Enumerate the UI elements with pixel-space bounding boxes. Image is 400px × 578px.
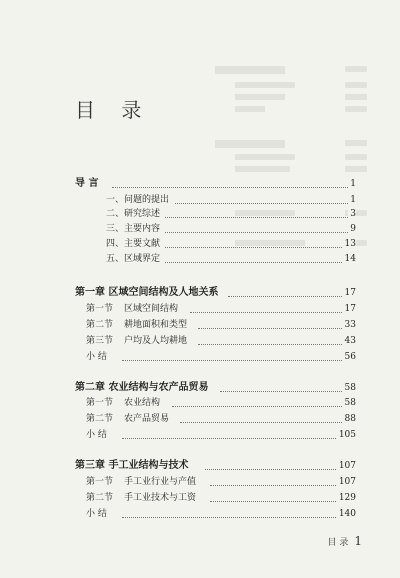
entry-label: 五、区域界定 bbox=[106, 254, 161, 264]
toc-entry-section[interactable] bbox=[0, 412, 400, 426]
section-number: 第三节 bbox=[86, 336, 114, 346]
toc-entry-section[interactable] bbox=[0, 475, 400, 489]
entry-label: 户均及人均耕地 bbox=[124, 336, 188, 346]
summary-label: 小 结 bbox=[86, 352, 107, 362]
toc-entry-summary[interactable] bbox=[0, 350, 400, 364]
summary-label: 小 结 bbox=[86, 509, 107, 519]
entry-page: 33 bbox=[344, 320, 356, 330]
summary-label: 小 结 bbox=[86, 430, 107, 440]
section-number: 第二节 bbox=[86, 414, 114, 424]
entry-page: 129 bbox=[338, 493, 356, 503]
toc-entry[interactable] bbox=[0, 193, 400, 207]
entry-page: 88 bbox=[344, 414, 356, 424]
section-number: 第二节 bbox=[86, 493, 114, 503]
entry-label: 手工业行业与产值 bbox=[124, 477, 197, 487]
toc-entry-section[interactable] bbox=[0, 334, 400, 348]
toc-entry-chapter-2[interactable] bbox=[0, 381, 400, 395]
entry-label: 二、研究综述 bbox=[106, 209, 161, 219]
page-footer bbox=[327, 534, 362, 548]
entry-page: 17 bbox=[344, 304, 356, 314]
entry-label: 农业结构 bbox=[124, 398, 161, 408]
entry-page: 107 bbox=[338, 477, 356, 487]
page-number: 1 bbox=[354, 534, 362, 548]
entry-page: 3 bbox=[350, 209, 356, 219]
section-number: 第二节 bbox=[86, 320, 114, 330]
toc-entry-chapter-1[interactable] bbox=[0, 286, 400, 300]
toc-entry[interactable] bbox=[0, 237, 400, 251]
entry-page: 58 bbox=[344, 383, 356, 393]
entry-page: 1 bbox=[350, 195, 356, 205]
section-number: 第一节 bbox=[86, 477, 114, 487]
entry-page: 9 bbox=[350, 224, 356, 234]
entry-page: 1 bbox=[350, 179, 356, 189]
toc-entry[interactable] bbox=[0, 222, 400, 236]
running-header: 目 录 bbox=[327, 538, 349, 548]
toc-entry-chapter-3[interactable] bbox=[0, 459, 400, 473]
page-title: 目 录 bbox=[75, 98, 152, 122]
section-number: 第一节 bbox=[86, 304, 114, 314]
entry-label: 区域空间结构 bbox=[124, 304, 179, 314]
entry-label: 农产品贸易 bbox=[124, 414, 170, 424]
toc-entry-intro[interactable] bbox=[0, 177, 400, 191]
entry-page: 56 bbox=[344, 352, 356, 362]
entry-page: 13 bbox=[344, 239, 356, 249]
toc-entry-section[interactable] bbox=[0, 491, 400, 505]
entry-label: 四、主要文献 bbox=[106, 239, 161, 249]
entry-label: 耕地面积和类型 bbox=[124, 320, 188, 330]
entry-page: 17 bbox=[344, 288, 356, 298]
toc-entry-section[interactable] bbox=[0, 318, 400, 332]
entry-page: 140 bbox=[338, 509, 356, 519]
entry-page: 43 bbox=[344, 336, 356, 346]
entry-page: 58 bbox=[344, 398, 356, 408]
toc-entry[interactable] bbox=[0, 252, 400, 266]
entry-label: 第二章 农业结构与农产品贸易 bbox=[75, 382, 209, 393]
entry-label: 第三章 手工业结构与技术 bbox=[75, 460, 189, 471]
entry-page: 14 bbox=[344, 254, 356, 264]
section-number: 第一节 bbox=[86, 398, 114, 408]
entry-label: 导 言 bbox=[75, 178, 99, 189]
entry-label: 一、问题的提出 bbox=[106, 195, 170, 205]
toc-entry-summary[interactable] bbox=[0, 428, 400, 442]
toc-entry-summary[interactable] bbox=[0, 507, 400, 521]
toc-entry-section[interactable] bbox=[0, 396, 400, 410]
entry-page: 107 bbox=[338, 461, 356, 471]
toc-entry[interactable] bbox=[0, 207, 400, 221]
entry-label: 手工业技术与工资 bbox=[124, 493, 197, 503]
entry-page: 105 bbox=[338, 430, 356, 440]
entry-label: 第一章 区域空间结构及人地关系 bbox=[75, 287, 219, 298]
toc-entry-section[interactable] bbox=[0, 302, 400, 316]
entry-label: 三、主要内容 bbox=[106, 224, 161, 234]
